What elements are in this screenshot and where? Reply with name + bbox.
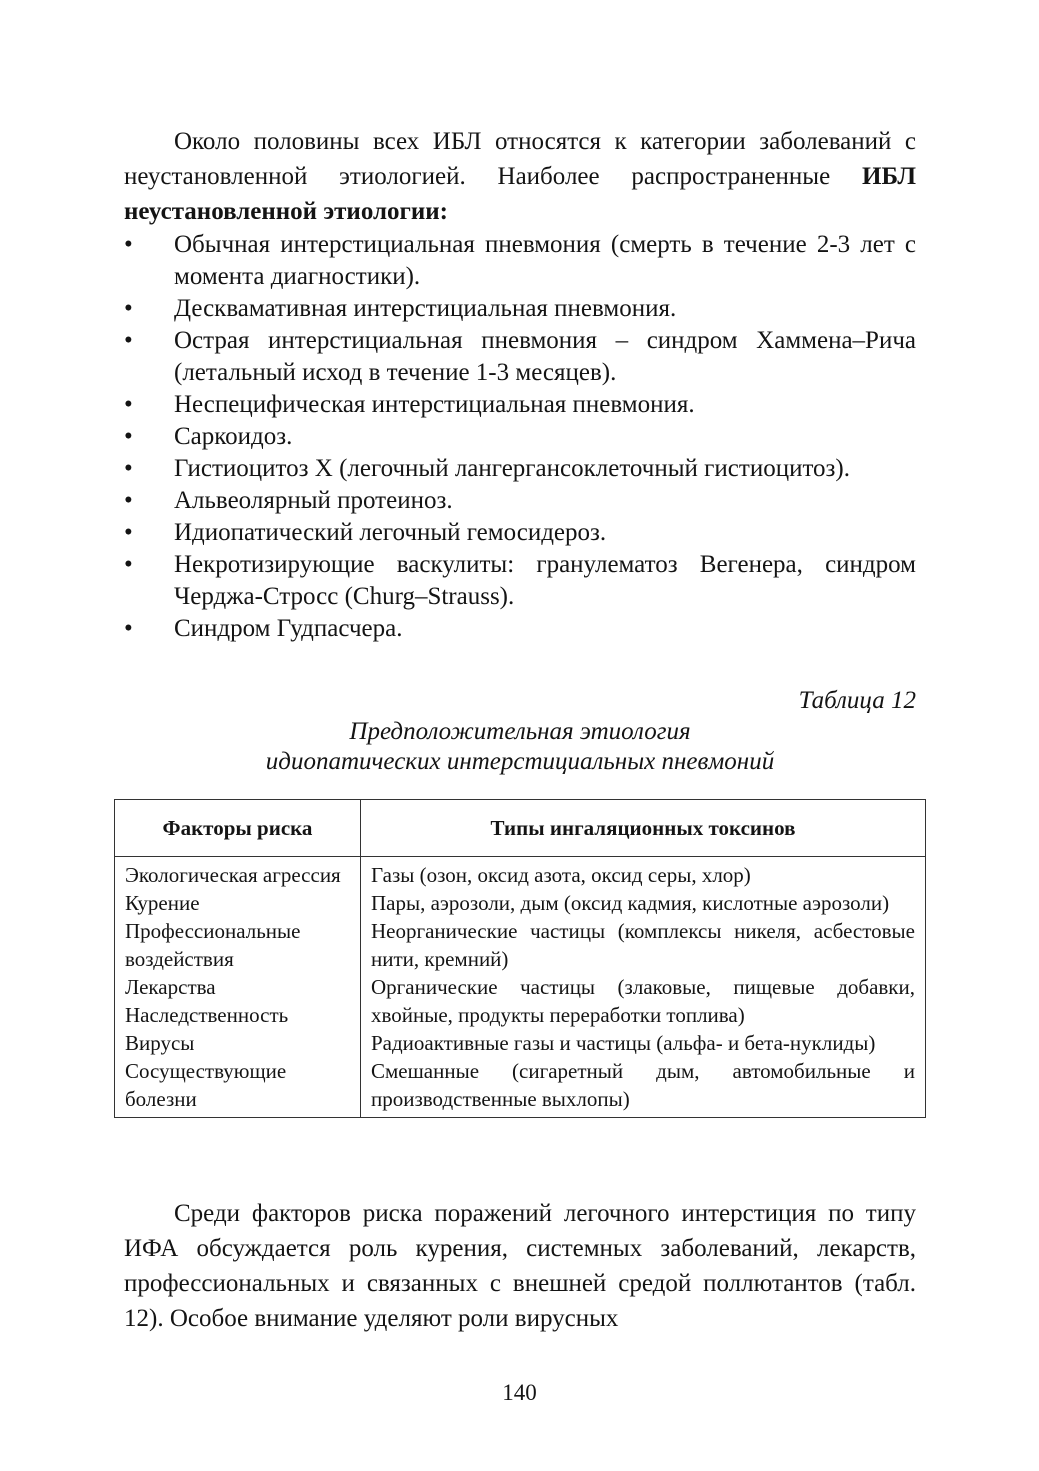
risk-factors-cell (115, 857, 361, 1118)
header-toxin-types: Типы ингаляционных токсинов (361, 800, 926, 857)
list-item (124, 325, 916, 389)
disease-list (124, 229, 916, 645)
toxin-item: Органические частицы (злаковые, пищевые добавки, хвойные, продукты переработки топлива) (371, 975, 915, 1027)
list-item (124, 517, 916, 549)
list-item-text: Альвеолярный протеиноз. (174, 487, 453, 514)
list-item-text: Некротизирующие васкулиты: гранулематоз Вегенера, синдром Черджа-Стросс (Churg–Strauss). (174, 551, 916, 610)
bullet-icon: • (124, 519, 133, 546)
list-item-text: Неспецифическая интерстициальная пневмония. (174, 391, 695, 418)
list-item (124, 293, 916, 325)
intro-bold-heading: ИБЛ неустановленной этиологии: (124, 163, 916, 225)
list-item (124, 549, 916, 613)
bullet-icon: • (124, 551, 133, 578)
toxin-item: Смешанные (сигаретный дым, автомобильные и производственные выхлопы) (371, 1059, 915, 1111)
list-item (124, 453, 916, 485)
intro-paragraph (124, 124, 916, 229)
bullet-icon: • (124, 487, 133, 514)
factor-item: Курение (125, 891, 200, 915)
list-item (124, 389, 916, 421)
header-risk-factors: Факторы риска (115, 800, 361, 857)
list-item (124, 485, 916, 517)
etiology-table (114, 799, 926, 1118)
toxin-types-cell (361, 857, 926, 1118)
table-title-line2: идиопатических интерстициальных пневмоний (265, 748, 775, 775)
table-number: Таблица 12 (798, 687, 916, 714)
bullet-icon: • (124, 231, 133, 258)
toxin-item: Неорганические частицы (комплексы никеля, асбестовые нити, кремний) (371, 919, 915, 971)
factor-item: Профессиональные воздействия (125, 919, 301, 971)
table-title-line1: Предположительная этиология (349, 718, 691, 745)
page-body (124, 124, 916, 777)
following-paragraph: Среди факторов риска поражений легочного интерстиция по типу ИФА обсуждается роль курения, системных заболеваний, лекарств, профессиональных и связанных с внешней средой поллютантов (табл. 12). Особое внимание уделяют роли вирусных (124, 1200, 916, 1332)
bullet-icon: • (124, 615, 133, 642)
bullet-icon: • (124, 295, 133, 322)
bullet-icon: • (124, 327, 133, 354)
factor-item: Сосуществующие болезни (125, 1059, 287, 1111)
bullet-icon: • (124, 423, 133, 450)
factor-item: Лекарства (125, 975, 216, 999)
list-item-text: Десквамативная интерстициальная пневмония. (174, 295, 677, 322)
factor-item: Наследственность (125, 1003, 289, 1027)
factor-item: Экологическая агрессия (125, 863, 341, 887)
table-header-row (115, 800, 926, 857)
list-item-text: Острая интерстициальная пневмония – синдром Хаммена–Рича (летальный исход в течение 1-3 месяцев). (174, 327, 916, 386)
list-item (124, 613, 916, 645)
bullet-icon: • (124, 455, 133, 482)
intro-text: Около половины всех ИБЛ относятся к категории заболеваний с неустановленной этиологией. Наиболее распространенные (124, 128, 916, 190)
list-item-text: Саркоидоз. (174, 423, 293, 450)
list-item-text: Обычная интерстициальная пневмония (смерть в течение 2-3 лет с момента диагностики). (174, 231, 916, 290)
list-item-text: Идиопатический легочный гемосидероз. (174, 519, 607, 546)
toxin-item: Пары, аэрозоли, дым (оксид кадмия, кислотные аэрозоли) (371, 891, 890, 915)
list-item-text: Гистиоцитоз Х (легочный лангергансоклеточный гистиоцитоз). (174, 455, 851, 482)
factor-item: Вирусы (125, 1031, 195, 1055)
following-paragraph-block (124, 1196, 916, 1336)
page-number: 140 (502, 1380, 537, 1405)
list-item (124, 229, 916, 293)
toxin-item: Газы (озон, оксид азота, оксид серы, хлор) (371, 863, 751, 887)
table-row (115, 857, 926, 1118)
list-item (124, 421, 916, 453)
bullet-icon: • (124, 391, 133, 418)
list-item-text: Синдром Гудпасчера. (174, 615, 403, 642)
toxin-item: Радиоактивные газы и частицы (альфа- и бета-нуклиды) (371, 1031, 876, 1055)
